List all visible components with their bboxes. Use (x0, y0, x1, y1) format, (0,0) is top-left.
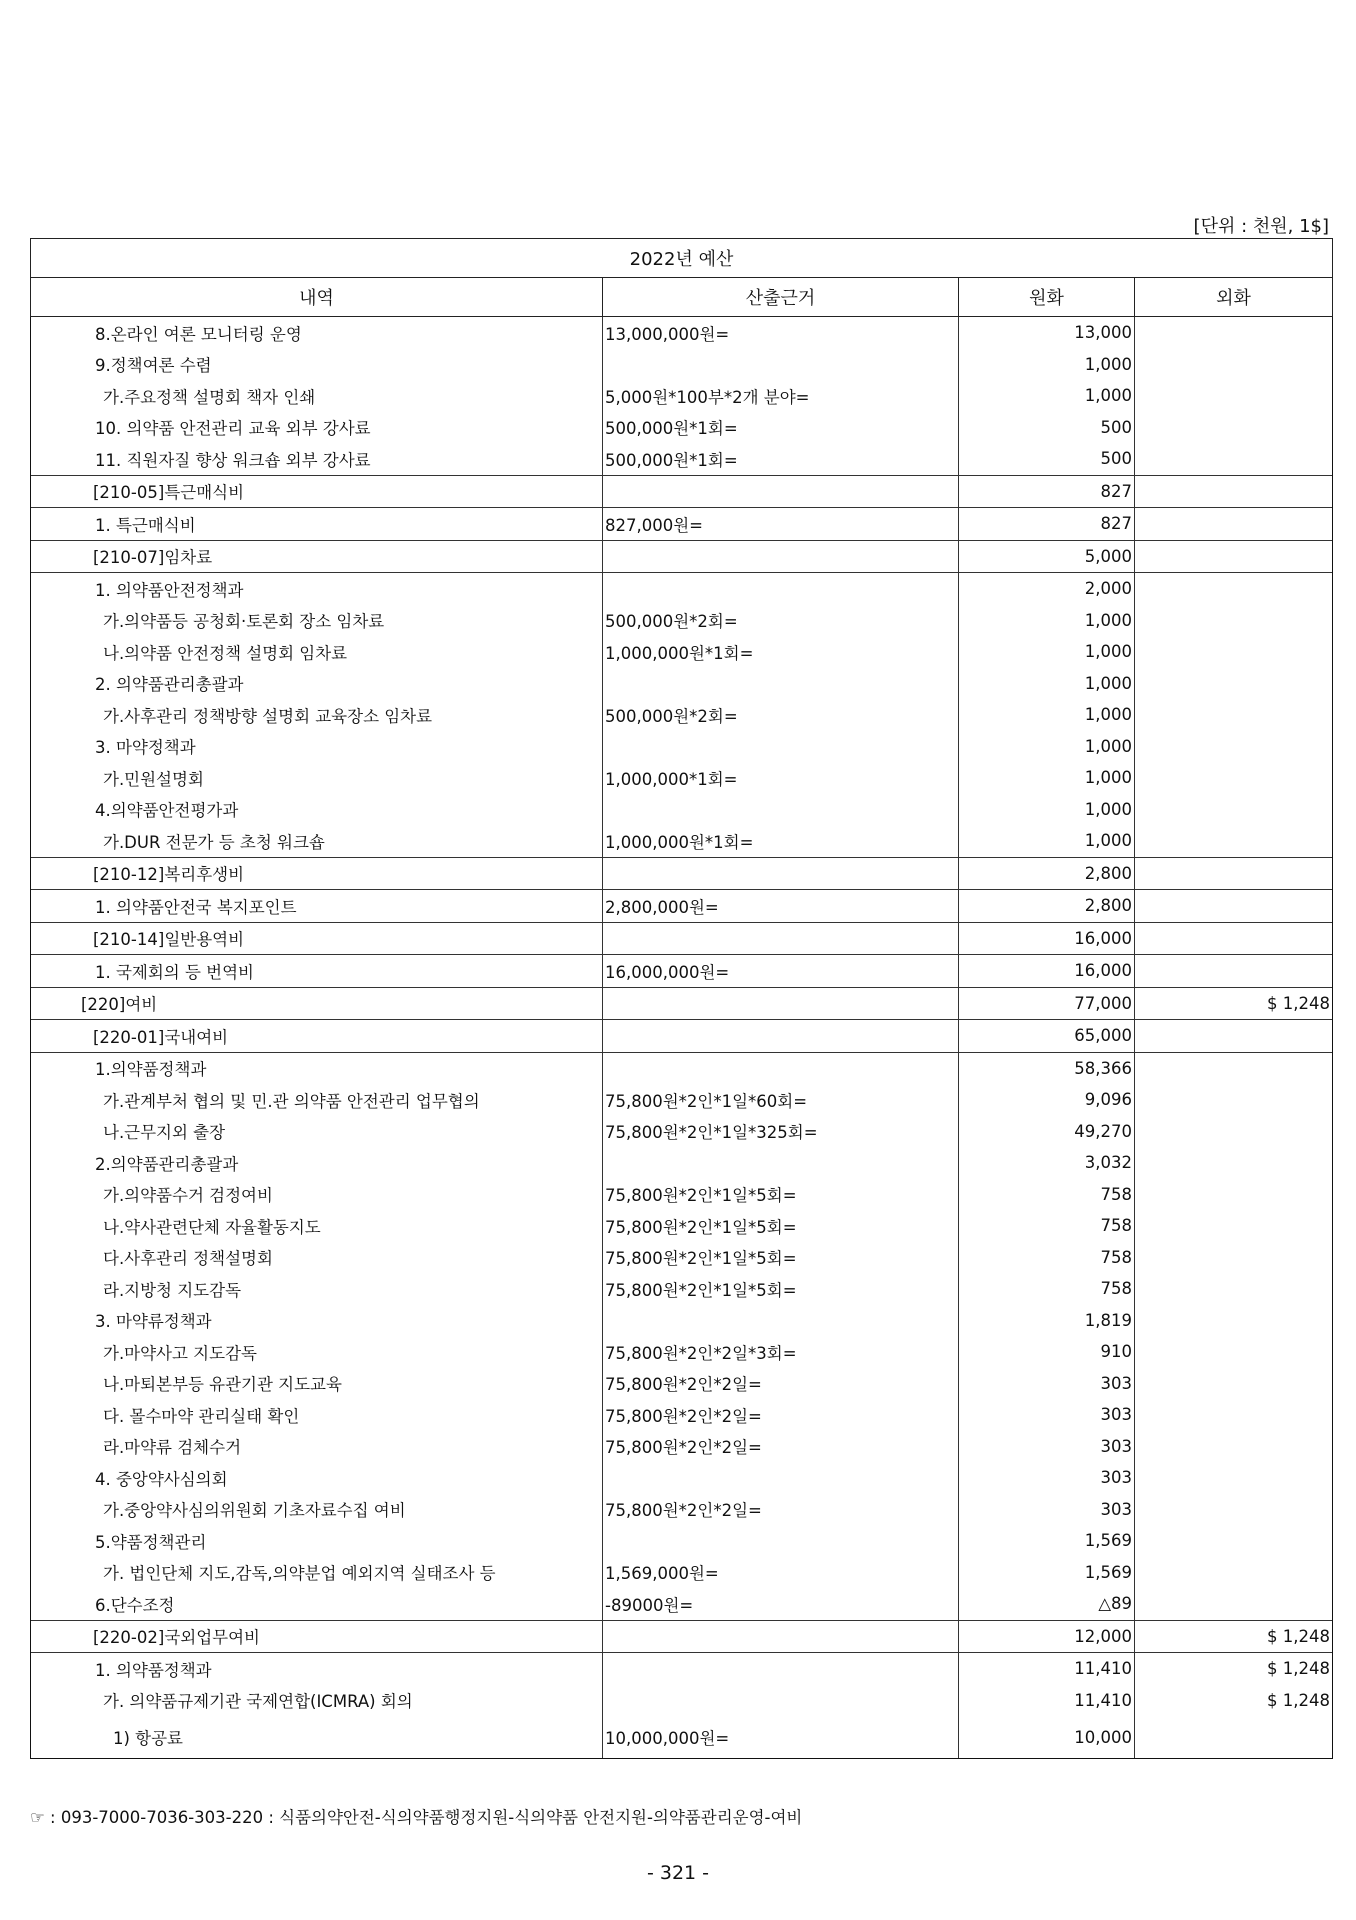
row-description: 다. 몰수마약 관리실태 확인 (31, 1399, 603, 1431)
row-foreign-amount (1135, 1052, 1333, 1084)
row-basis: 16,000,000원= (603, 955, 959, 988)
row-krw-amount: 49,270 (959, 1116, 1135, 1148)
row-foreign-amount (1135, 349, 1333, 381)
row-krw-amount: 1,000 (959, 825, 1135, 857)
row-description: 1.의약품정책과 (31, 1052, 603, 1084)
row-basis (603, 573, 959, 605)
row-description: 2. 의약품관리총괄과 (31, 668, 603, 700)
table-row (31, 508, 1333, 541)
row-krw-amount: 2,000 (959, 573, 1135, 605)
row-description: 나.근무지외 출장 (31, 1116, 603, 1148)
row-basis: 1,000,000원*1회= (603, 636, 959, 668)
row-basis (603, 668, 959, 700)
table-row (31, 955, 1333, 988)
row-foreign-amount (1135, 1588, 1333, 1620)
row-foreign-amount (1135, 825, 1333, 857)
row-description: [210-12]복리후생비 (31, 857, 603, 890)
row-foreign-amount: $ 1,248 (1135, 987, 1333, 1020)
row-krw-amount: 1,569 (959, 1557, 1135, 1589)
row-basis (603, 922, 959, 955)
row-basis (603, 475, 959, 508)
table-row (31, 540, 1333, 573)
row-krw-amount: 3,032 (959, 1147, 1135, 1179)
table-row (31, 380, 1333, 412)
row-description: 3. 마약류정책과 (31, 1305, 603, 1337)
row-krw-amount: 827 (959, 475, 1135, 508)
row-krw-amount: 2,800 (959, 857, 1135, 890)
row-description: 나.약사관련단체 자율활동지도 (31, 1210, 603, 1242)
row-basis: 827,000원= (603, 508, 959, 541)
row-basis: 75,800원*2인*2일= (603, 1399, 959, 1431)
row-foreign-amount (1135, 1084, 1333, 1116)
row-basis: 1,000,000*1회= (603, 762, 959, 794)
row-basis (603, 540, 959, 573)
table-row (31, 1716, 1333, 1759)
row-foreign-amount (1135, 1716, 1333, 1759)
row-foreign-amount (1135, 1305, 1333, 1337)
row-description: 1. 특근매식비 (31, 508, 603, 541)
table-row (31, 1588, 1333, 1620)
row-krw-amount: 1,000 (959, 605, 1135, 637)
row-description: 가. 의약품규제기관 국제연합(ICMRA) 회의 (31, 1685, 603, 1717)
table-title: 2022년 예산 (31, 239, 1333, 278)
row-krw-amount: 12,000 (959, 1620, 1135, 1653)
table-row (31, 1210, 1333, 1242)
row-basis (603, 987, 959, 1020)
table-row (31, 1336, 1333, 1368)
row-foreign-amount (1135, 380, 1333, 412)
row-krw-amount: 758 (959, 1179, 1135, 1211)
row-description: 1. 국제회의 등 번역비 (31, 955, 603, 988)
row-krw-amount: 758 (959, 1273, 1135, 1305)
row-krw-amount: 500 (959, 443, 1135, 475)
row-krw-amount: 303 (959, 1431, 1135, 1463)
table-row (31, 1273, 1333, 1305)
row-description: 다.사후관리 정책설명회 (31, 1242, 603, 1274)
table-row (31, 636, 1333, 668)
row-foreign-amount (1135, 1210, 1333, 1242)
row-krw-amount: 9,096 (959, 1084, 1135, 1116)
row-foreign-amount (1135, 443, 1333, 475)
table-row (31, 699, 1333, 731)
row-krw-amount: △89 (959, 1588, 1135, 1620)
row-krw-amount: 758 (959, 1210, 1135, 1242)
row-foreign-amount (1135, 1116, 1333, 1148)
row-foreign-amount (1135, 412, 1333, 444)
table-row (31, 1494, 1333, 1526)
row-description: 3. 마약정책과 (31, 731, 603, 763)
row-foreign-amount (1135, 636, 1333, 668)
row-krw-amount: 11,410 (959, 1685, 1135, 1717)
row-description: 라.지방청 지도감독 (31, 1273, 603, 1305)
table-row (31, 1431, 1333, 1463)
row-foreign-amount (1135, 1368, 1333, 1400)
table-row (31, 1020, 1333, 1053)
row-krw-amount: 303 (959, 1462, 1135, 1494)
row-description: 9.정책여론 수렴 (31, 349, 603, 381)
row-basis (603, 1653, 959, 1685)
row-basis: 75,800원*2인*1일*60회= (603, 1084, 959, 1116)
table-row (31, 1399, 1333, 1431)
table-row (31, 1179, 1333, 1211)
row-basis: 500,000원*2회= (603, 605, 959, 637)
row-krw-amount: 11,410 (959, 1653, 1135, 1685)
row-krw-amount: 500 (959, 412, 1135, 444)
row-basis (603, 1020, 959, 1053)
row-basis: 1,569,000원= (603, 1557, 959, 1589)
row-description: 10. 의약품 안전관리 교육 외부 강사료 (31, 412, 603, 444)
row-description: [210-05]특근매식비 (31, 475, 603, 508)
table-row (31, 1242, 1333, 1274)
row-basis (603, 1525, 959, 1557)
table-row (31, 605, 1333, 637)
row-description: 5.약품정책관리 (31, 1525, 603, 1557)
table-row (31, 668, 1333, 700)
row-description: 가.DUR 전문가 등 초청 워크숍 (31, 825, 603, 857)
row-description: [220]여비 (31, 987, 603, 1020)
row-foreign-amount (1135, 540, 1333, 573)
row-krw-amount: 77,000 (959, 987, 1135, 1020)
budget-table-container (30, 238, 1332, 1759)
row-description: 8.온라인 여론 모니터링 운영 (31, 317, 603, 349)
row-basis: 75,800원*2인*2일*3회= (603, 1336, 959, 1368)
row-basis: 75,800원*2인*1일*5회= (603, 1273, 959, 1305)
row-basis: 500,000원*1회= (603, 412, 959, 444)
unit-label: [단위 : 천원, 1$] (1193, 216, 1329, 237)
row-basis: 13,000,000원= (603, 317, 959, 349)
row-foreign-amount (1135, 731, 1333, 763)
row-foreign-amount (1135, 1273, 1333, 1305)
row-foreign-amount (1135, 1399, 1333, 1431)
row-foreign-amount (1135, 1147, 1333, 1179)
table-row (31, 1084, 1333, 1116)
table-row (31, 1368, 1333, 1400)
row-description: 라.마약류 검체수거 (31, 1431, 603, 1463)
row-description: [210-14]일반용역비 (31, 922, 603, 955)
row-description: 4.의약품안전평가과 (31, 794, 603, 826)
table-row (31, 857, 1333, 890)
row-krw-amount: 58,366 (959, 1052, 1135, 1084)
row-krw-amount: 16,000 (959, 955, 1135, 988)
row-krw-amount: 827 (959, 508, 1135, 541)
row-foreign-amount: $ 1,248 (1135, 1653, 1333, 1685)
row-description: 6.단수조정 (31, 1588, 603, 1620)
row-foreign-amount (1135, 1462, 1333, 1494)
row-foreign-amount (1135, 857, 1333, 890)
table-row (31, 1525, 1333, 1557)
table-row (31, 1557, 1333, 1589)
row-krw-amount: 910 (959, 1336, 1135, 1368)
row-basis: 500,000원*1회= (603, 443, 959, 475)
table-row (31, 349, 1333, 381)
row-krw-amount: 1,000 (959, 668, 1135, 700)
header-foreign: 외화 (1135, 278, 1333, 317)
row-basis (603, 1685, 959, 1717)
row-krw-amount: 16,000 (959, 922, 1135, 955)
table-row (31, 890, 1333, 923)
row-krw-amount: 303 (959, 1368, 1135, 1400)
table-row (31, 1653, 1333, 1685)
table-row (31, 1685, 1333, 1717)
row-krw-amount: 1,819 (959, 1305, 1135, 1337)
row-krw-amount: 1,000 (959, 349, 1135, 381)
row-foreign-amount (1135, 573, 1333, 605)
table-row (31, 987, 1333, 1020)
row-foreign-amount (1135, 1179, 1333, 1211)
row-krw-amount: 2,800 (959, 890, 1135, 923)
row-foreign-amount (1135, 1242, 1333, 1274)
page-number: - 321 - (646, 1862, 710, 1884)
row-description: 가.마약사고 지도감독 (31, 1336, 603, 1368)
table-row (31, 794, 1333, 826)
row-foreign-amount (1135, 1494, 1333, 1526)
row-basis: -89000원= (603, 1588, 959, 1620)
row-foreign-amount (1135, 890, 1333, 923)
table-row (31, 1116, 1333, 1148)
header-basis: 산출근거 (603, 278, 959, 317)
row-basis: 75,800원*2인*2일= (603, 1368, 959, 1400)
row-foreign-amount (1135, 699, 1333, 731)
table-row (31, 1052, 1333, 1084)
row-krw-amount: 65,000 (959, 1020, 1135, 1053)
row-description: 가.의약품수거 검정여비 (31, 1179, 603, 1211)
row-basis: 75,800원*2인*1일*325회= (603, 1116, 959, 1148)
row-foreign-amount: $ 1,248 (1135, 1620, 1333, 1653)
row-krw-amount: 1,000 (959, 762, 1135, 794)
row-krw-amount: 758 (959, 1242, 1135, 1274)
row-description: [220-02]국외업무여비 (31, 1620, 603, 1653)
row-description: 가.민원설명회 (31, 762, 603, 794)
row-description: 2.의약품관리총괄과 (31, 1147, 603, 1179)
table-row (31, 731, 1333, 763)
table-row (31, 475, 1333, 508)
row-foreign-amount (1135, 668, 1333, 700)
row-foreign-amount (1135, 762, 1333, 794)
row-description: 가.사후관리 정책방향 설명회 교육장소 임차료 (31, 699, 603, 731)
row-krw-amount: 13,000 (959, 317, 1135, 349)
row-krw-amount: 10,000 (959, 1716, 1135, 1759)
row-foreign-amount (1135, 605, 1333, 637)
row-foreign-amount (1135, 508, 1333, 541)
row-description: 가.주요정책 설명회 책자 인쇄 (31, 380, 603, 412)
row-basis (603, 349, 959, 381)
row-description: 1. 의약품안전정책과 (31, 573, 603, 605)
row-foreign-amount (1135, 1431, 1333, 1463)
row-basis: 75,800원*2인*1일*5회= (603, 1179, 959, 1211)
row-basis (603, 794, 959, 826)
table-row (31, 1305, 1333, 1337)
row-description: 1. 의약품정책과 (31, 1653, 603, 1685)
table-row (31, 922, 1333, 955)
row-basis: 1,000,000원*1회= (603, 825, 959, 857)
row-description: 가.관계부처 협의 및 민.관 의약품 안전관리 업무협의 (31, 1084, 603, 1116)
table-row (31, 317, 1333, 349)
header-krw: 원화 (959, 278, 1135, 317)
table-row (31, 412, 1333, 444)
table-row (31, 825, 1333, 857)
row-foreign-amount (1135, 922, 1333, 955)
table-body (31, 317, 1333, 1759)
table-row (31, 762, 1333, 794)
row-basis: 500,000원*2회= (603, 699, 959, 731)
row-description: 가. 법인단체 지도,감독,의약분업 예외지역 실태조사 등 (31, 1557, 603, 1589)
row-description: [220-01]국내여비 (31, 1020, 603, 1053)
row-basis (603, 1147, 959, 1179)
row-description: 1. 의약품안전국 복지포인트 (31, 890, 603, 923)
row-basis (603, 731, 959, 763)
row-foreign-amount (1135, 1020, 1333, 1053)
row-foreign-amount (1135, 1525, 1333, 1557)
row-krw-amount: 1,000 (959, 699, 1135, 731)
row-description: 나.의약품 안전정책 설명회 임차료 (31, 636, 603, 668)
row-basis (603, 1052, 959, 1084)
row-basis: 2,800,000원= (603, 890, 959, 923)
row-foreign-amount (1135, 1336, 1333, 1368)
row-description: 1) 항공료 (31, 1716, 603, 1759)
row-description: [210-07]임차료 (31, 540, 603, 573)
row-foreign-amount (1135, 955, 1333, 988)
row-basis: 10,000,000원= (603, 1716, 959, 1759)
row-foreign-amount (1135, 475, 1333, 508)
table-row (31, 1147, 1333, 1179)
row-description: 가.의약품등 공청회·토론회 장소 임차료 (31, 605, 603, 637)
row-krw-amount: 1,569 (959, 1525, 1135, 1557)
row-krw-amount: 5,000 (959, 540, 1135, 573)
row-basis: 75,800원*2인*1일*5회= (603, 1210, 959, 1242)
row-basis: 5,000원*100부*2개 분야= (603, 380, 959, 412)
row-foreign-amount (1135, 317, 1333, 349)
row-basis: 75,800원*2인*2일= (603, 1494, 959, 1526)
table-row (31, 443, 1333, 475)
row-basis (603, 1305, 959, 1337)
table-row (31, 1620, 1333, 1653)
row-krw-amount: 1,000 (959, 731, 1135, 763)
row-krw-amount: 1,000 (959, 636, 1135, 668)
row-krw-amount: 303 (959, 1399, 1135, 1431)
row-foreign-amount (1135, 794, 1333, 826)
row-foreign-amount (1135, 1557, 1333, 1589)
table-row (31, 1462, 1333, 1494)
budget-code-footnote: ☞ : 093-7000-7036-303-220 : 식품의약안전-식의약품행정지원-식의약품 안전지원-의약품관리운영-여비 (30, 1808, 803, 1827)
row-description: 가.중앙약사심의위원회 기초자료수집 여비 (31, 1494, 603, 1526)
row-foreign-amount: $ 1,248 (1135, 1685, 1333, 1717)
row-basis (603, 1462, 959, 1494)
row-basis (603, 1620, 959, 1653)
row-krw-amount: 1,000 (959, 794, 1135, 826)
row-description: 11. 직원자질 향상 워크숍 외부 강사료 (31, 443, 603, 475)
row-basis: 75,800원*2인*1일*5회= (603, 1242, 959, 1274)
row-krw-amount: 303 (959, 1494, 1135, 1526)
row-description: 나.마퇴본부등 유관기관 지도교육 (31, 1368, 603, 1400)
row-basis (603, 857, 959, 890)
row-basis: 75,800원*2인*2일= (603, 1431, 959, 1463)
budget-table (30, 238, 1333, 1759)
row-krw-amount: 1,000 (959, 380, 1135, 412)
table-row (31, 573, 1333, 605)
header-description: 내역 (31, 278, 603, 317)
row-description: 4. 중앙약사심의회 (31, 1462, 603, 1494)
